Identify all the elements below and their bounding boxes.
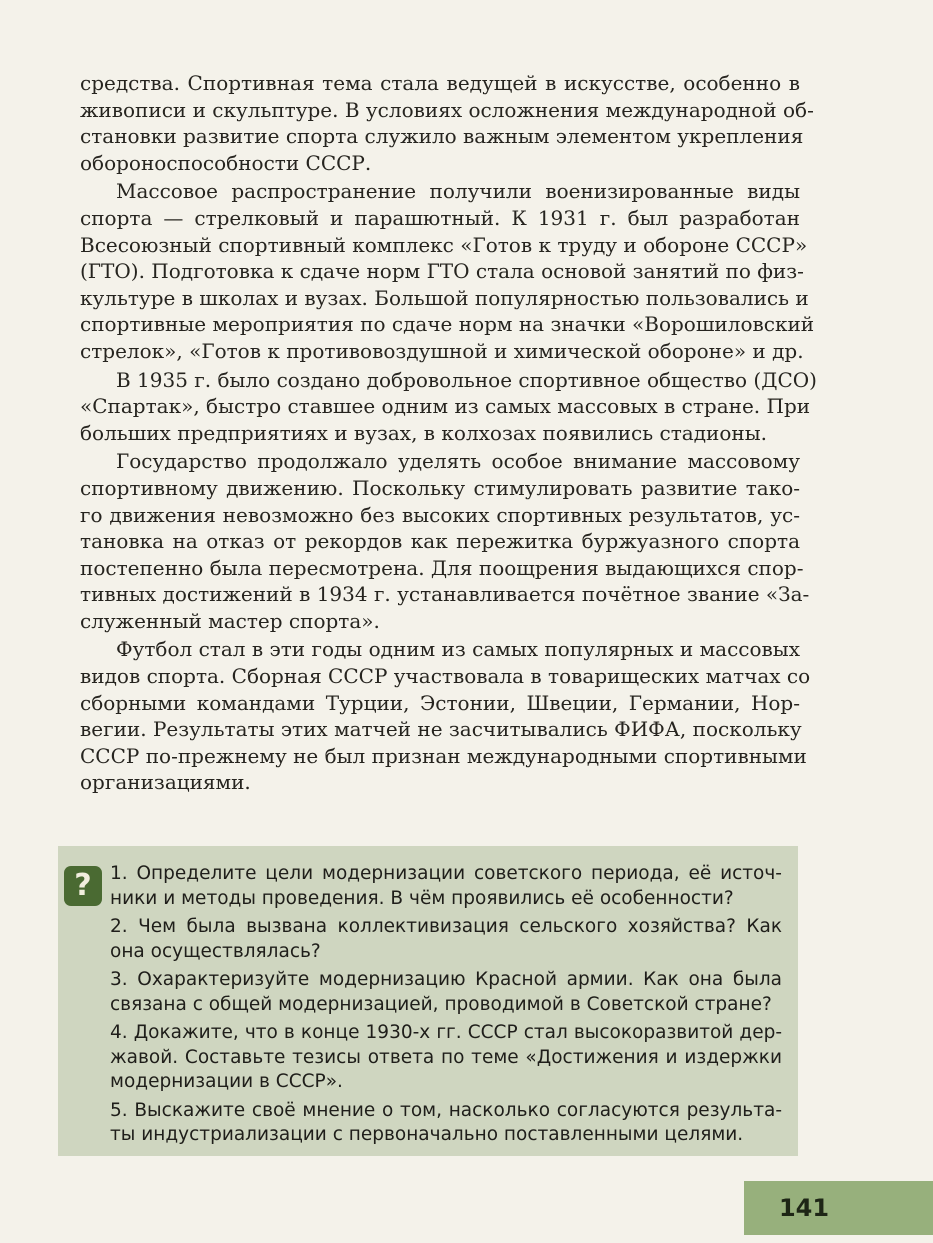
text-line: организациями.	[80, 770, 251, 795]
text-line: Государство продолжало уделять особое внимание массовому	[116, 449, 800, 474]
question-item-4	[110, 1021, 782, 1095]
question-line: 4. Докажите, что в конце 1930-х гг. СССР стал высокоразвитой дер-	[110, 1022, 782, 1043]
question-line: ники и методы проведения. В чём проявились её особенности?	[110, 887, 734, 909]
text-line: вегии. Результаты этих матчей не засчитывались ФИФА, поскольку	[80, 717, 802, 742]
paragraph-2	[80, 178, 815, 364]
paragraph-1	[80, 70, 814, 176]
text-line: больших предприятиях и вузах, в колхозах появились стадионы.	[80, 420, 767, 445]
question-line: 5. Выскажите своё мнение о том, насколько согласуются результа-	[110, 1099, 782, 1121]
question-item-5	[110, 1099, 782, 1148]
question-item-1	[110, 862, 782, 911]
text-line: средства. Спортивная тема стала ведущей в искусстве, особенно в	[80, 71, 800, 95]
paragraph-3	[80, 367, 817, 447]
text-line: Футбол стал в эти годы одним из самых популярных и массовых	[116, 637, 800, 662]
question-line: связана с общей модернизацией, проводимой в Советской стране?	[110, 993, 772, 1015]
text-line: «Спартак», быстро ставшее одним из самых массовых в стране. При	[80, 394, 811, 419]
text-line: сборными командами Турции, Эстонии, Швеции, Германии, Нор-	[80, 690, 800, 715]
text-line: Массовое распространение получили военизированные виды	[116, 179, 800, 204]
question-icon: ?	[64, 866, 102, 906]
text-line: спортивному движению. Поскольку стимулировать развитие тако-	[80, 475, 800, 500]
question-line: она осуществлялась?	[110, 940, 321, 962]
text-line: го движения невозможно без высоких спортивных результатов, ус-	[80, 502, 800, 527]
body-text	[80, 70, 817, 796]
text-line: тановка на отказ от рекордов как пережитка буржуазного спорта	[80, 529, 800, 554]
paragraph-5	[80, 636, 811, 796]
question-line: 1. Определите цели модернизации советского периода, её источ-	[110, 863, 782, 884]
text-line: В 1935 г. было создано добровольное спортивное общество (ДСО)	[116, 367, 817, 392]
text-line: Всесоюзный спортивный комплекс «Готов к труду и обороне СССР»	[80, 232, 808, 257]
paragraph-4	[80, 448, 810, 634]
question-line: ты индустриализации с первоначально поставленными целями.	[110, 1124, 744, 1145]
text-line: служенный мастер спорта».	[80, 608, 380, 633]
text-line: постепенно была пересмотрена. Для поощрения выдающихся спор-	[80, 555, 804, 580]
text-line: спорта — стрелковый и парашютный. К 1931 г. был разработан	[80, 205, 800, 230]
text-line: (ГТО). Подготовка к сдаче норм ГТО стала основой занятий по физ-	[80, 259, 804, 284]
question-item-3	[110, 968, 782, 1017]
text-line: тивных достижений в 1934 г. устанавливается почётное звание «За-	[80, 582, 810, 607]
question-line: модернизации в СССР».	[110, 1071, 343, 1092]
question-line: 2. Чем была вызвана коллективизация сельского хозяйства? Как	[110, 916, 782, 937]
text-line: становки развитие спорта служило важным элементом укрепления	[80, 124, 804, 149]
text-line: обороноспособности СССР.	[80, 150, 372, 175]
text-line: живописи и скульптуре. В условиях осложнения международной об-	[80, 97, 814, 122]
questions-list	[110, 862, 782, 1152]
text-line: видов спорта. Сборная СССР участвовала в товарищеских матчах со	[80, 664, 811, 689]
question-line: 3. Охарактеризуйте модернизацию Красной армии. Как она была	[110, 969, 782, 990]
text-line: культуре в школах и вузах. Большой популярностью пользовались и	[80, 285, 809, 310]
question-item-2	[110, 915, 782, 964]
text-line: спортивные мероприятия по сдаче норм на значки «Ворошиловский	[80, 312, 815, 337]
question-line: жавой. Составьте тезисы ответа по теме «Достижения и издержки	[110, 1046, 782, 1068]
text-line: стрелок», «Готов к противовоздушной и химической обороне» и др.	[80, 338, 804, 363]
text-line: СССР по-прежнему не был признан международными спортивными	[80, 743, 807, 768]
page-number: 141	[778, 1194, 830, 1222]
